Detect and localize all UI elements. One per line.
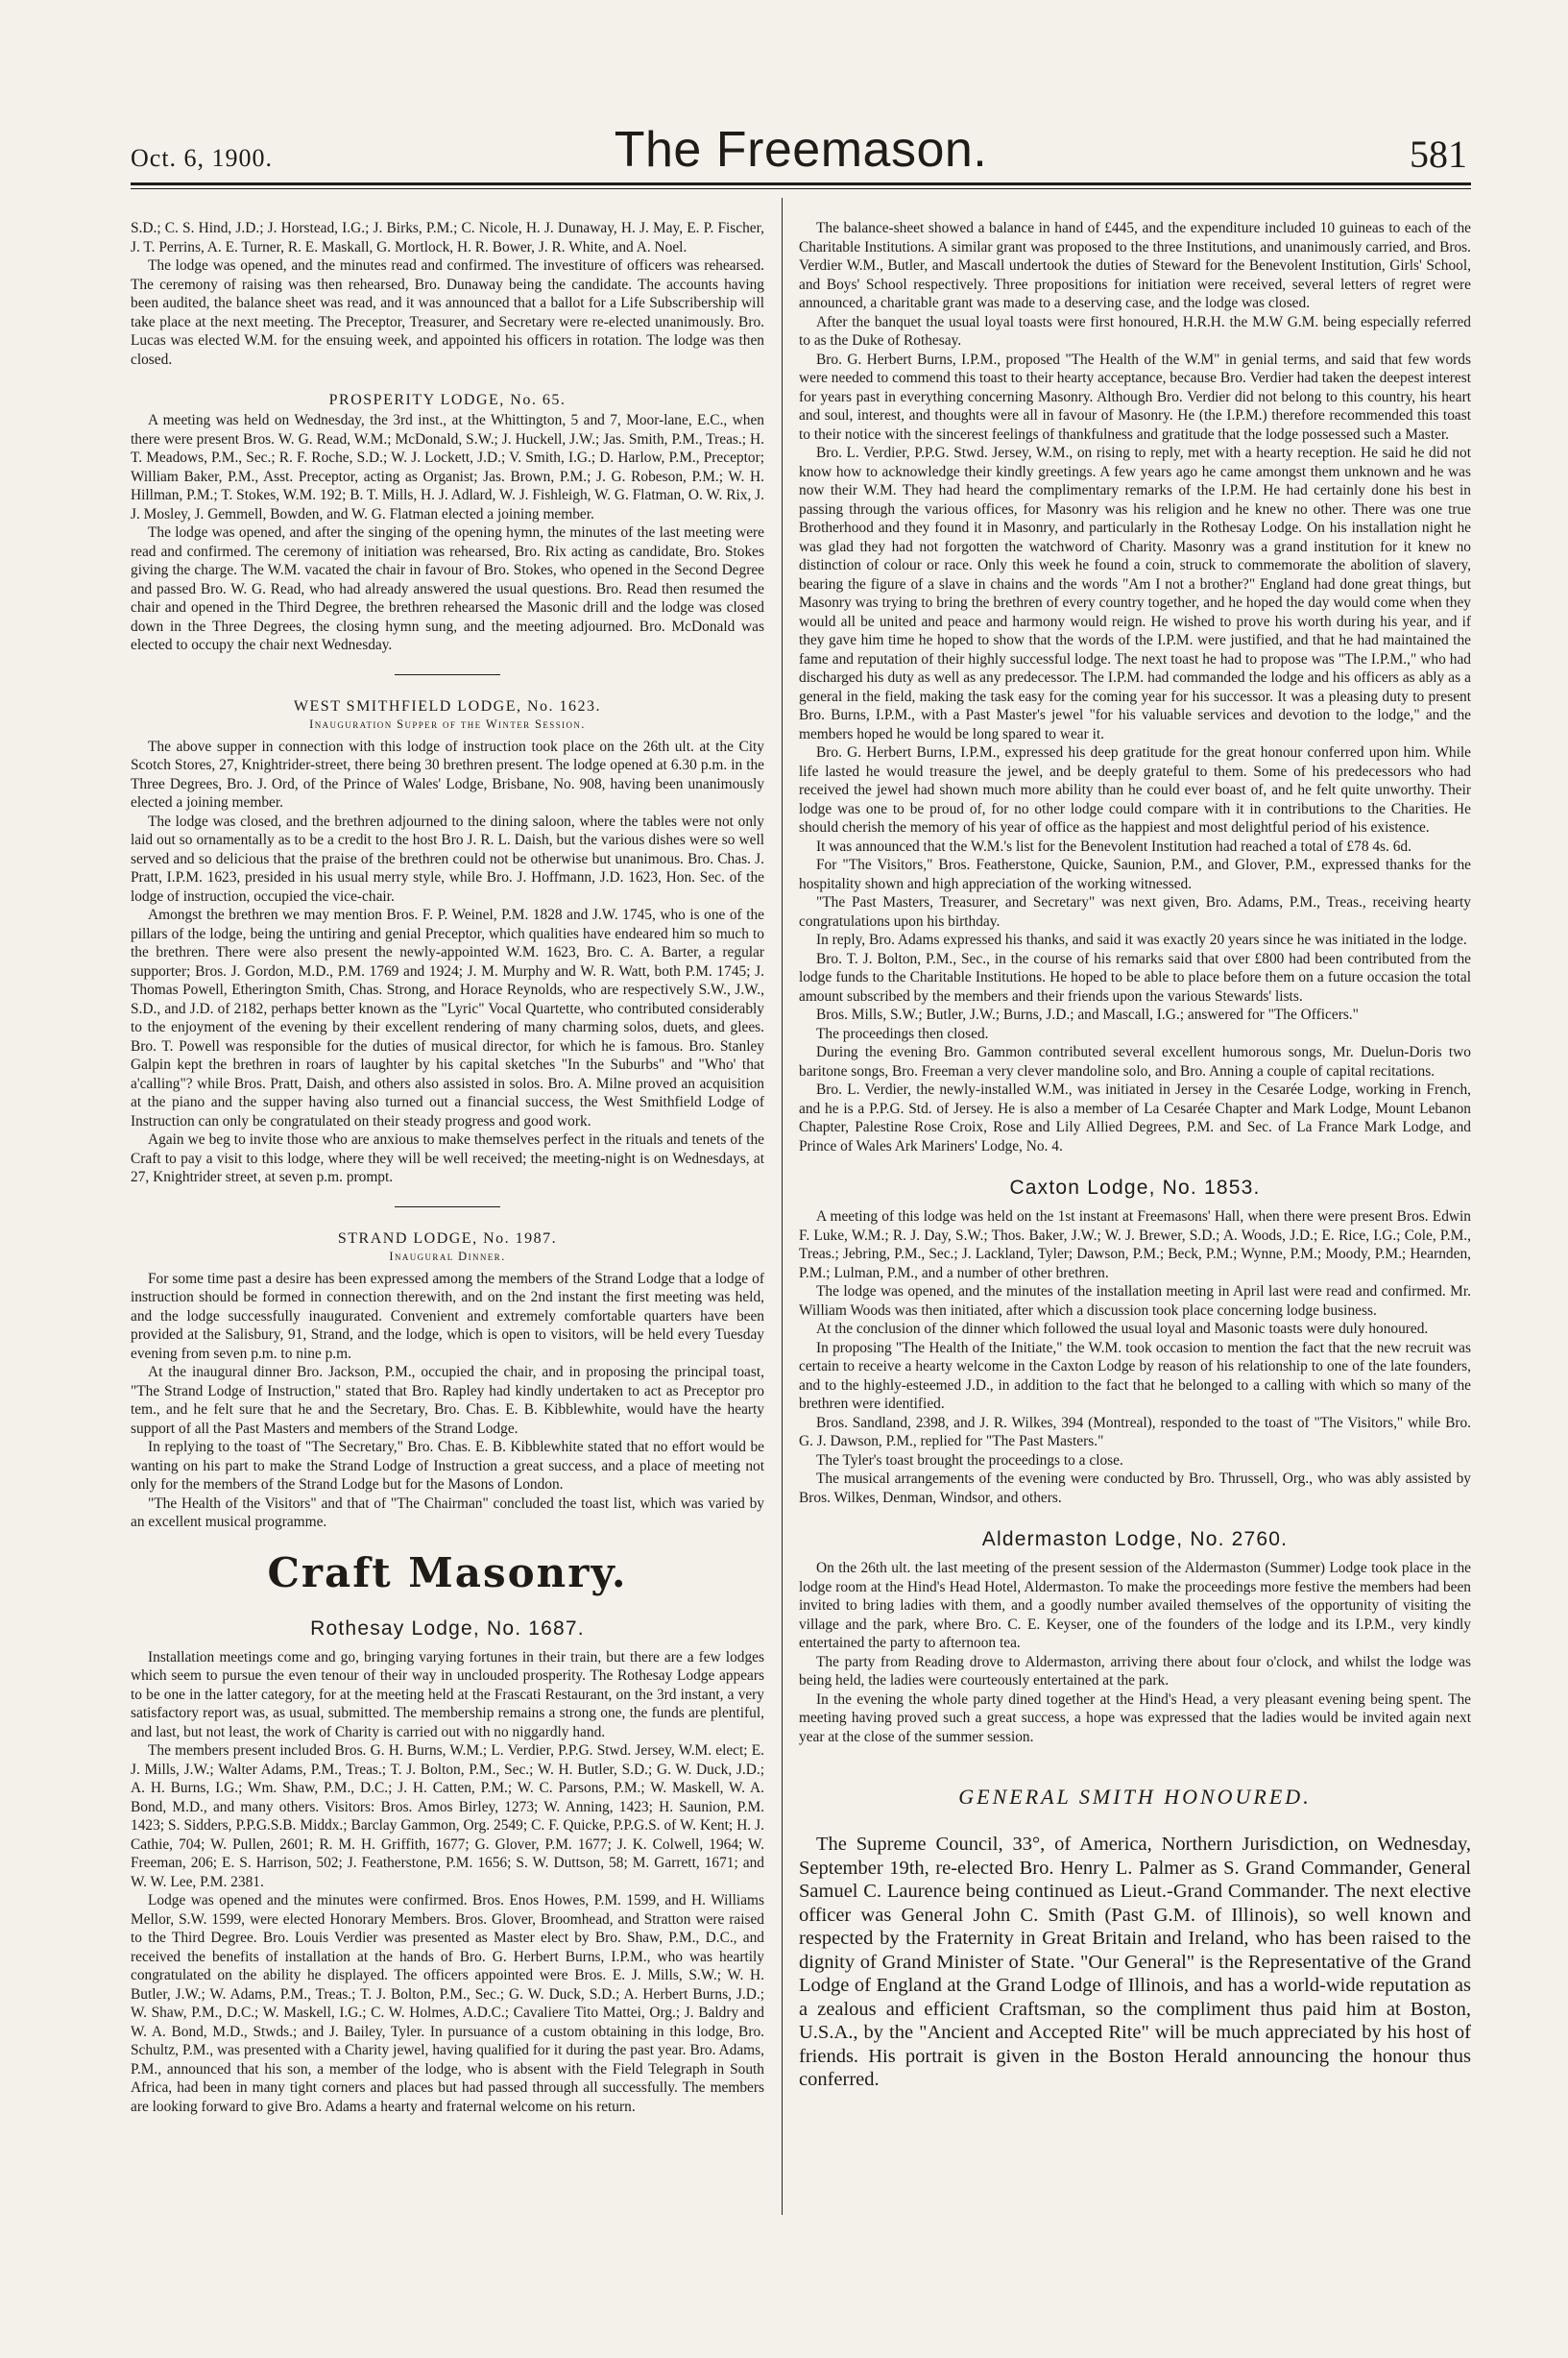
rothesay-continued-paragraph: "The Past Masters, Treasurer, and Secretary" was next given, Bro. Adams, P.M., Treas., receiving hearty congratulations upon his birthday.	[799, 894, 1471, 930]
masthead-rule	[131, 182, 1471, 185]
rothesay-continued-paragraph: It was announced that the W.M.'s list for the Benevolent Institution had reached a total of £78 4s. 6d.	[816, 838, 1411, 855]
prosperity-paragraph: The lodge was opened, and after the singing of the opening hymn, the minutes of the last meeting were read and confirmed. The ceremony of initiation was rehearsed, Bro. Rix acting as candidate, Bro. Stokes giving the charge. The W.M. vacated the chair in favour of Bro. Stokes, who opened in the Second Degree and passed Bro. W. G. Read, who had already answered the usual questions. Bro. Read then resumed the chair and opened in the Third Degree, the brethren rehearsed the Masonic drill and the lodge was closed down in the Three Degrees, the closing hymn sung, and the meeting adjourned. Bro. McDonald was elected to occupy the chair next Wednesday.	[131, 524, 764, 653]
prosperity-lodge-heading: PROSPERITY LODGE, No. 65.	[328, 392, 567, 408]
rothesay-continued-paragraph: After the banquet the usual loyal toasts were first honoured, H.R.H. the M.W G.M. being especially referred to as the Duke of Rothesay.	[799, 313, 1471, 349]
rothesay-paragraph: The members present included Bros. G. H. Burns, W.M.; L. Verdier, P.P.G. Stwd. Jersey, W.M. elect; E. J. Mills, J.W.; Walter Adams, P.M., Treas.; T. J. Bolton, P.M., Sec.; W. H. Butler, S.D.; G. W. Duck, J.D.; A. H. Burns, I.G.; Wm. Shaw, P.M., D.C.; J. H. Catten, P.M.; W. C. Parsons, P.M.; W. Maskell, W. A. Bond, M.D., and many others. Visitors: Bros. Amos Birley, 1273; W. Anning, 1423; H. Saunion, P.M. 1423; S. Sidders, P.P.G.S.B. Middx.; Barclay Gammon, Org. 2549; C. F. Quicke, P.P.G.S. of W. Kent; H. J. Cathie, 704; W. Pullen, 2601; R. M. H. Griffith, 1677; G. Glover, P.M. 1677; J. K. Colwell, 1964; W. Freeman, 206; E. S. Harrison, 502; J. Featherstone, P.M. 1656; S. W. Duttson, 58; M. Garrett, 1671; and W. W. Lee, P.M. 2381.	[131, 1742, 764, 1890]
rothesay-continued-paragraph: Bro. G. Herbert Burns, I.P.M., expressed his deep gratitude for the great honour conferred upon him. While life lasted he would treasure the jewel, and be deeply grateful to them. Some of his predecessors who had received the jewel had shown much more ability than he could ever boast of, and he felt quite unworthy. Their lodge was one to be proud of, for no other lodge could compare with it in contributions to the Charities. He should cherish the memory of his year of office as the happiest and most delightful period of his existence.	[799, 744, 1471, 836]
strand-lodge-heading: STRAND LODGE, No. 1987.	[337, 1229, 558, 1247]
rothesay-continued-paragraph: Bro. G. Herbert Burns, I.P.M., proposed "The Health of the W.M" in genial terms, and said that few words were needed to commend this toast to their hearty acceptance, because Bro. Verdier had taken the deepest interest for years past in everything concerning Masonry. Although Bro. Verdier did not belong to this country, his heart and soul, interest, and thoughts were all in favour of Masonry. He (the I.P.M.) therefore recommended this toast to their notice with the sincerest feelings of thankfulness and gratitude that the lodge possessed such a Master.	[799, 351, 1471, 443]
section-divider	[395, 1206, 500, 1207]
caxton-paragraph: The lodge was opened, and the minutes of the installation meeting in April last were read and confirmed. Mr. William Woods was then initiated, after which a discussion took place concerning lodge business.	[799, 1283, 1471, 1319]
west-smithfield-paragraph: The above supper in connection with this lodge of instruction took place on the 26th ult. at the City Scotch Stores, 27, Knightrider-street, there being 30 brethren present. The lodge opened at 6.30 p.m. in the Three Degrees, Bro. J. Ord, of the Prince of Wales' Lodge, Brisbane, No. 908, having been unanimously elected a joining member.	[131, 738, 764, 811]
rothesay-paragraph: Lodge was opened and the minutes were confirmed. Bros. Enos Howes, P.M. 1599, and H. Williams Mellor, S.W. 1599, were elected Honorary Members. Bros. Glover, Broomhead, and Stratton were raised to the Third Degree. Bro. Louis Verdier was presented as Master elect by Bro. Shaw, P.M., D.C., and received the benefits of installation at the hands of Bro. G. Herbert Burns, I.P.M., who was heartily congratulated on the ability he displayed. The officers appointed were Bros. E. J. Mills, S.W.; W. H. Butler, J.W.; W. Adams, P.M., Treas.; T. J. Bolton, P.M., Sec.; G. W. Duck, S.D.; A. Herbert Burns, J.D.; W. Shaw, P.M., D.C.; W. Maskell, I.G.; C. W. Holmes, A.D.C.; Cavaliere Tito Mattei, Org.; J. Baldry and W. A. Bond, M.D., Stwds.; and J. Bailey, Tyler. In pursuance of a custom obtaining in this lodge, Bro. Schultz, P.M., was presented with a Charity jewel, having qualified for it during the past year. Bro. Adams, P.M., announced that his son, a member of the lodge, who is absent with the Field Telegraph in South Africa, had been in many tight corners and places but had passed through all successfully. The members are looking forward to give Bro. Adams a hearty and fraternal welcome on his return.	[131, 1892, 764, 2115]
caxton-paragraph: A meeting of this lodge was held on the 1st instant at Freemasons' Hall, when there were present Bros. Edwin F. Luke, W.M.; R. J. Day, S.W.; Thos. Baker, J.W.; W. J. Brewer, S.D.; A. Woods, J.D.; E. Rice, I.G.; Cole, P.M., Treas.; Jebring, P.M., Sec.; J. Lackland, Tyler; Dawson, P.M.; Beck, P.M.; Wynne, P.M.; Moody, P.M.; Hearnden, P.M.; Lulman, P.M., and a number of other brethren.	[799, 1208, 1471, 1281]
rothesay-continued-paragraph: During the evening Bro. Gammon contributed several excellent humorous songs, Mr. Duelun-Doris two baritone songs, Bro. Freeman a very clever mandoline solo, and Bro. Anning a couple of capital recitations.	[799, 1044, 1471, 1080]
aldermaston-lodge-heading: Aldermaston Lodge, No. 2760.	[981, 1528, 1289, 1550]
masthead	[131, 108, 1471, 181]
caxton-paragraph: In proposing "The Health of the Initiate," the W.M. took occasion to mention the fact that the new recruit was certain to receive a hearty welcome in the Caxton Lodge by reason of his relationship to one of the late founders, and to the highly-esteemed J.D., in addition to the fact that he belonged to a calling with which so many of the brethren were identified.	[799, 1339, 1471, 1412]
prosperity-paragraph: A meeting was held on Wednesday, the 3rd inst., at the Whittington, 5 and 7, Moor-lane, E.C., when there were present Bros. W. G. Read, W.M.; McDonald, S.W.; J. Huckell, J.W.; Jas. Smith, P.M., Treas.; H. T. Meadows, P.M., Sec.; R. F. Roche, S.D.; W. J. Lockett, J.D.; V. Smith, I.G.; D. Harlow, P.M., Preceptor; William Baker, P.M., Asst. Preceptor, acting as Organist; Jas. Brown, P.M.; J. G. Robeson, P.M.; W. H. Hillman, P.M.; T. Stokes, W.M. 192; B. T. Mills, H. J. Adlard, W. J. Fishleigh, W. G. Flatman, O. W. Rix, J. J. Mosley, J. Gemmell, Bowden, and W. G. Flatman elected a joining member.	[131, 412, 764, 523]
caxton-lodge-heading: Caxton Lodge, No. 1853.	[1009, 1177, 1261, 1199]
right-column	[799, 219, 1471, 2274]
general-smith-paragraph: The Supreme Council, 33°, of America, Northern Jurisdiction, on Wednesday, September 19th, re-elected Bro. Henry L. Palmer as S. Grand Commander, General Samuel C. Laurence being continued as Lieut.-Grand Commander. The next elective officer was General John C. Smith (Past G.M. of Illinois), so well known and respected by the Fraternity in Great Britain and Ireland, who has been raised to the dignity of Grand Minister of State. "Our General" is the Representative of the Grand Lodge of England at the Grand Lodge of Illinois, and has a world-wide reputation as a zealous and efficient Craftsman, so the compliment thus paid him at Boston, U.S.A., by the "Ancient and Accepted Rite" will be much appreciated by his host of friends. His portrait is given in the Boston Herald announcing the honour thus conferred.	[799, 1834, 1471, 2090]
west-smithfield-paragraph: Amongst the brethren we may mention Bros. F. P. Weinel, P.M. 1828 and J.W. 1745, who is one of the pillars of the lodge, being the untiring and genial Preceptor, which qualities have endeared him so much to the brethren. There were also present the newly-appointed W.M. 1623, Bro. C. A. Barter, a regular supporter; Bros. J. Gordon, M.D., P.M. 1769 and 1924; J. M. Murphy and W. R. Watt, both P.M. 1745; J. Thomas Powell, Etherington Smith, Chas. Strong, and Horace Reynolds, who are respectively S.W., J.W., S.D., and J.D. of 2182, perhaps better known as the "Lyric" Vocal Quartette, who contributed considerably to the enjoyment of the evening by their excellent rendering of many charming solos, duets, and glees. Bro. T. Powell was responsible for the duties of musical director, for which he is famous. Bro. Stanley Galpin kept the brethren in roars of laughter by his capital sketches "In the Suburbs" and "Who' that a'calling"? while Bros. Pratt, Daish, and others also assisted in solos. Bro. A. Milne proved an acquisition at the piano and the supper having also turned out a financial success, the West Smithfield Lodge of Instruction can only be congratulated on their steady progress and good work.	[131, 907, 764, 1130]
rothesay-continued-paragraph: The proceedings then closed.	[816, 1025, 989, 1042]
strand-paragraph: For some time past a desire has been expressed among the members of the Strand Lodge that a lodge of instruction should be formed in connection therewith, and on the 2nd instant the first meeting was held, and the lodge successfully inaugurated. Convenient and extremely comfortable quarters have been provided at the Salisbury, 91, Strand, and the lodge, which is open to visitors, will be held every Tuesday evening from seven p.m. to nine p.m.	[131, 1270, 764, 1362]
craft-masonry-heading: Craft Masonry.	[267, 1548, 628, 1596]
caxton-paragraph: Bros. Sandland, 2398, and J. R. Wilkes, 394 (Montreal), responded to the toast of "The Visitors," while Bro. G. J. Dawson, P.M., replied for "The Past Masters."	[799, 1414, 1471, 1449]
strand-paragraph: In replying to the toast of "The Secretary," Bro. Chas. E. B. Kibblewhite stated that no effort would be wanting on his part to make the Strand Lodge of Instruction a great success, and a place of meeting not only for the members of the Strand Lodge but for the Masons of London.	[131, 1439, 764, 1493]
west-smithfield-subheading: Inauguration Supper of the Winter Session.	[309, 717, 586, 731]
publication-title: The Freemason.	[614, 122, 988, 178]
section-divider	[395, 674, 500, 675]
masthead-rule-thin	[131, 188, 1471, 189]
rothesay-continued-paragraph: Bros. Mills, S.W.; Butler, J.W.; Burns, J.D.; and Mascall, I.G.; answered for "The Officers."	[816, 1007, 1359, 1023]
strand-paragraph: At the inaugural dinner Bro. Jackson, P.M., occupied the chair, and in proposing the principal toast, "The Strand Lodge of Instruction," stated that Bro. Rapley had kindly undertaken to act as Preceptor pro tem., and he felt sure that he and the Secretary, Bro. Chas. E. B. Kibblewhite, would have the hearty support of all the Past Masters and members of the Strand Lodge.	[131, 1364, 764, 1437]
left-column	[131, 219, 764, 2313]
rothesay-continued-paragraph: Bro. T. J. Bolton, P.M., Sec., in the course of his remarks said that over £800 had been contributed from the lodge funds to the Charitable Institutions. He hoped to be able to place before them on a future occasion the total amount subscribed by the members and their friends upon the various Stewards' lists.	[799, 950, 1471, 1005]
caxton-paragraph: The musical arrangements of the evening were conducted by Bro. Thrussell, Org., who was ably assisted by Bros. Wilkes, Denman, Windsor, and others.	[799, 1471, 1471, 1506]
intro-paragraph: The lodge was opened, and the minutes read and confirmed. The investiture of officers was rehearsed. The ceremony of raising was then rehearsed, Bro. Dunaway being the candidate. The accounts having been audited, the balance sheet was read, and it was announced that a ballot for a Life Subscribership will take place at the next meeting. The Preceptor, Treasurer, and Secretary were re-elected unanimously. Bro. Lucas was elected W.M. for the ensuing week, and appointed his officers in rotation. The lodge was then closed.	[131, 257, 764, 368]
rothesay-continued-paragraph: Bro. L. Verdier, P.P.G. Stwd. Jersey, W.M., on rising to reply, met with a hearty reception. He said he did not know how to acknowledge their kindly greetings. A few years ago he came amongst them unknown and he was now their W.M. They had heard the complimentary remarks of the I.P.M. He had certainly done his best in passing through the various offices, for Masonry was his religion and he knew no other. There was one true Brotherhood and they found it in Masonry, and particularly in the Rothesay Lodge. On his installation night he was glad they had not forgotten the watchword of Charity. Masonry was a grand institution for it knew no distinction of colour or race. Only this week he found a coin, struck to commemorate the abolition of slavery, bearing the figure of a slave in chains and the words "Am I not a brother?" England had done great things, but Masonry was trying to bring the brethren of every country together, and he hoped the day would come when they would all be united and peace and harmony would reign. He wished to prove his worth during his year, and if they gave him time he hoped to show that the words of the I.P.M. were justified, and that he had maintained the fame and reputation of their highly successful lodge. The next toast he had to propose was "The I.P.M.," who had discharged his duty as well as any predecessor. The I.P.M. had commanded the lodge and his officers as ably as a general in the field, making the task easy for the coming year for his successor. It was a pleasing duty to present Bro. Burns, I.P.M., with a Past Master's jewel "for his valuable services and devotion to the lodge," and the members hoped he would be long spared to wear it.	[799, 445, 1471, 742]
rothesay-continued-paragraph: Bro. L. Verdier, the newly-installed W.M., was initiated in Jersey in the Cesarée Lodge, working in French, and he is a P.P.G. Std. of Jersey. He is also a member of La Cesarée Chapter and Mark Lodge, Mount Lebanon Chapter, Palestine Rose Croix, Rose and Lily Allied Degrees, P.M. and Sec. of La France Mark Lodge, and Prince of Wales Ark Mariners' Lodge, No. 4.	[799, 1082, 1471, 1155]
issue-date: Oct. 6, 1900.	[131, 144, 274, 172]
intro-paragraph: S.D.; C. S. Hind, J.D.; J. Horstead, I.G.; J. Birks, P.M.; C. Nicole, H. J. Dunaway, H. J. May, E. P. Fischer, J. T. Perrins, A. E. Turner, R. E. Maskall, G. Mortlock, H. R. Bower, J. R. White, and A. Noel.	[131, 220, 764, 255]
column-divider	[782, 198, 783, 2215]
caxton-paragraph: At the conclusion of the dinner which followed the usual loyal and Masonic toasts were duly honoured.	[816, 1321, 1429, 1337]
west-smithfield-paragraph: Again we beg to invite those who are anxious to make themselves perfect in the rituals and tenets of the Craft to pay a visit to this lodge, where they will be well received; the meeting-night is on Wednesdays, at 27, Knightrider street, at seven p.m. prompt.	[131, 1131, 764, 1185]
aldermaston-paragraph: On the 26th ult. the last meeting of the present session of the Aldermaston (Summer) Lodge took place in the lodge room at the Hind's Head Hotel, Aldermaston. To make the proceedings more festive the members had been invited to bring ladies with them, and a goodly number availed themselves of the opportunity of visiting the village and the park, where Bro. C. E. Keyser, one of the founders of the lodge and its I.P.M., very kindly entertained the party to afternoon tea.	[799, 1560, 1471, 1651]
aldermaston-paragraph: In the evening the whole party dined together at the Hind's Head, a very pleasant evening being spent. The meeting having proved such a great success, a hope was expressed that the ladies would be invited again next year at the close of the summer session.	[799, 1690, 1471, 1745]
strand-paragraph: "The Health of the Visitors" and that of "The Chairman" concluded the toast list, which was varied by an excellent musical programme.	[131, 1495, 764, 1530]
rothesay-paragraph: Installation meetings come and go, bringing varying fortunes in their train, but there are a few lodges which seem to pursue the even tenour of their way in unclouded prosperity. The Rothesay Lodge appears to be one in the latter category, for at the meeting held at the Frascati Restaurant, on the 3rd instant, a very satisfactory report was, as usual, submitted. The membership remains a strong one, the funds are plentiful, and last, but not least, the work of Charity is carried out with no niggardly hand.	[131, 1648, 764, 1740]
west-smithfield-lodge-heading: WEST SMITHFIELD LODGE, No. 1623.	[293, 697, 602, 715]
aldermaston-paragraph: The party from Reading drove to Aldermaston, arriving there about four o'clock, and whilst the lodge was being held, the ladies were courteously entertained at the park.	[799, 1653, 1471, 1689]
caxton-paragraph: The Tyler's toast brought the proceedings to a close.	[816, 1451, 1123, 1469]
strand-subheading: Inaugural Dinner.	[389, 1249, 506, 1263]
general-smith-heading: GENERAL SMITH HONOURED.	[958, 1785, 1312, 1809]
general-smith-article	[799, 1833, 1471, 2092]
rothesay-continued-paragraph: In reply, Bro. Adams expressed his thanks, and said it was exactly 20 years since he was initiated in the lodge.	[816, 932, 1467, 948]
rothesay-continued-paragraph: The balance-sheet showed a balance in hand of £445, and the expenditure included 10 guineas to each of the Charitable Institutions. A similar grant was proposed to the three Institutions, and unanimously carried, and Bros. Verdier W.M., Butler, and Mascall undertook the duties of Steward for the Benevolent Institution, Girls' School, and Boys' School respectively. Three propositions for initiation were received, several letters of regret were announced, a charitable grant was made to a deserving case, and the lodge was closed.	[799, 220, 1471, 311]
page-number: 581	[1410, 133, 1467, 176]
rothesay-lodge-heading: Rothesay Lodge, No. 1687.	[310, 1617, 585, 1640]
rothesay-continued-paragraph: For "The Visitors," Bros. Featherstone, Quicke, Saunion, P.M., and Glover, P.M., expressed thanks for the hospitality shown and high appreciation of the working witnessed.	[799, 857, 1471, 892]
west-smithfield-paragraph: The lodge was closed, and the brethren adjourned to the dining saloon, where the tables were not only laid out so ornamentally as to be a credit to the host Bro J. R. L. Daish, but the various dishes were so well served and so delicious that the praise of the brethren could not be otherwise but unanimous. Bro. Chas. J. Pratt, I.P.M. 1623, presided in his usual merry style, while Bro. J. Hoffmann, J.D. 1623, Hon. Sec. of the lodge of instruction, occupied the vice-chair.	[131, 813, 764, 905]
